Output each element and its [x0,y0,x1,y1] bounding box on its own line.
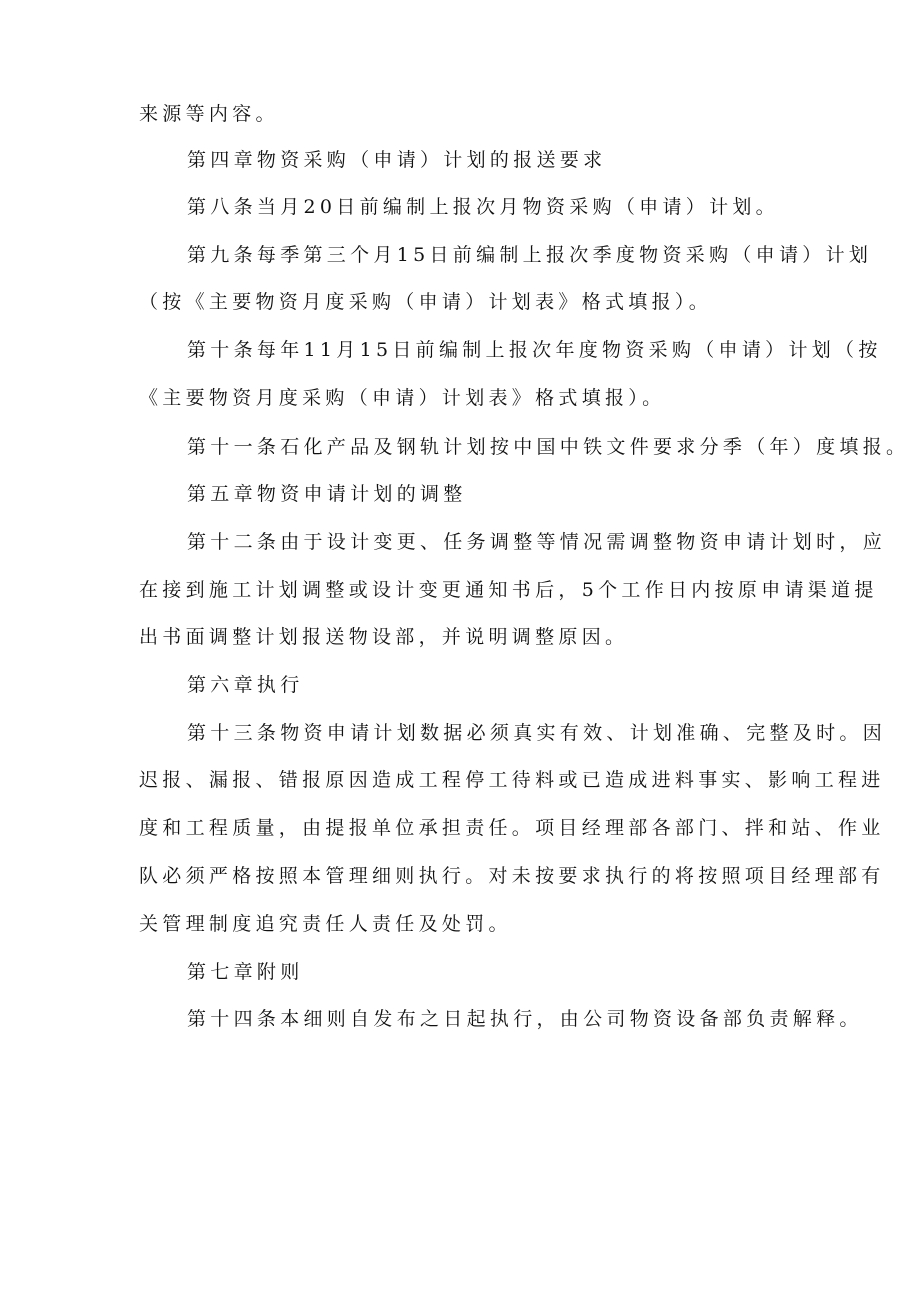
article-10-line-1: 第十条每年11月15日前编制上报次年度物资采购（申请）计划（按 [187,339,882,361]
article-12-line-3: 出书面调整计划报送物设部，并说明调整原因。 [139,626,629,648]
chapter-5-heading: 第五章物资申请计划的调整 [187,483,467,505]
article-10-line-2: 《主要物资月度采购（申请）计划表》格式填报）。 [139,387,666,409]
article-13-line-4: 队必须严格按照本管理细则执行。对未按要求执行的将按照项目经理部有 [139,865,885,887]
article-14: 第十四条本细则自发布之日起执行，由公司物资设备部负责解释。 [187,1008,863,1030]
article-13-line-3: 度和工程质量，由提报单位承担责任。项目经理部各部门、拌和站、作业 [139,817,885,839]
text-line-continuation: 来源等内容。 [139,103,279,125]
article-13-line-5: 关管理制度追究责任人责任及处罚。 [139,913,512,935]
article-12-line-2: 在接到施工计划调整或设计变更通知书后，5个工作日内按原申请渠道提 [139,579,878,601]
article-9-line-1: 第九条每季第三个月15日前编制上报次季度物资采购（申请）计划 [187,244,873,266]
article-9-line-2: （按《主要物资月度采购（申请）计划表》格式填报）。 [139,291,713,313]
article-8: 第八条当月20日前编制上报次月物资采购（申请）计划。 [187,196,779,218]
chapter-7-heading: 第七章附则 [187,961,304,983]
article-13-line-2: 迟报、漏报、错报原因造成工程停工待料或已造成进料事实、影响工程进 [139,769,885,791]
chapter-6-heading: 第六章执行 [187,674,304,696]
article-11: 第十一条石化产品及钢轨计划按中国中铁文件要求分季（年）度填报。 [187,436,910,458]
chapter-4-heading: 第四章物资采购（申请）计划的报送要求 [187,149,607,171]
article-13-line-1: 第十三条物资申请计划数据必须真实有效、计划准确、完整及时。因 [187,722,887,744]
article-12-line-1: 第十二条由于设计变更、任务调整等情况需调整物资申请计划时，应 [187,531,887,553]
